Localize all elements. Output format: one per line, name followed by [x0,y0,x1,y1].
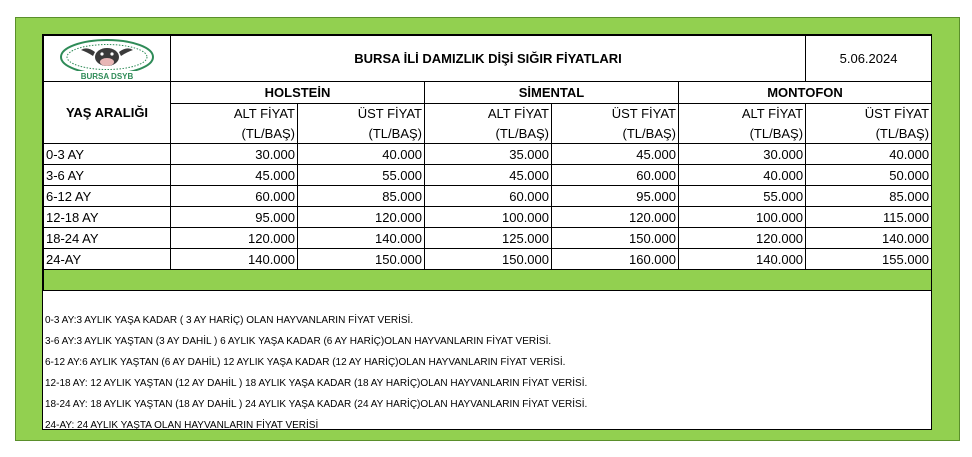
report-date: 5.06.2024 [806,36,932,82]
low-price-cell: 140.000 [171,249,298,270]
high-price-cell: 150.000 [552,228,679,249]
price-table [43,35,932,291]
high-price-cell: 85.000 [806,186,932,207]
age-range-cell: 6-12 AY [44,186,171,207]
note-line: 0-3 AY:3 AYLIK YAŞA KADAR ( 3 AY HARİÇ) OLAN HAYVANLARIN FİYAT VERİSİ. [45,315,414,326]
age-range-cell: 0-3 AY [44,144,171,165]
table-row [44,186,932,207]
high-price-cell: 55.000 [298,165,425,186]
age-range-cell: 18-24 AY [44,228,171,249]
low-price-header: ALT FİYAT [171,104,298,124]
table-row [44,207,932,228]
table-row [44,228,932,249]
low-price-cell: 150.000 [425,249,552,270]
low-price-cell: 100.000 [425,207,552,228]
low-price-cell: 60.000 [171,186,298,207]
high-price-header: ÜST FİYAT [806,104,932,124]
high-price-cell: 120.000 [552,207,679,228]
high-price-cell: 50.000 [806,165,932,186]
low-price-cell: 120.000 [171,228,298,249]
table-row [44,165,932,186]
breed-simental-header: SİMENTAL [425,82,679,104]
low-price-cell: 30.000 [171,144,298,165]
note-line: 24-AY: 24 AYLIK YAŞTA OLAN HAYVANLARIN FİYAT VERİSİ [45,420,319,431]
low-price-header: ALT FİYAT [425,104,552,124]
age-range-cell: 3-6 AY [44,165,171,186]
note-line: 18-24 AY: 18 AYLIK YAŞTAN (18 AY DAHİL ) 24 AYLIK YAŞA KADAR (24 AY HARİÇ)OLAN HAYVANLARIN FİYAT VERİSİ. [45,399,588,410]
low-price-cell: 45.000 [171,165,298,186]
age-range-cell: 12-18 AY [44,207,171,228]
unit-label: (TL/BAŞ) [552,124,679,144]
high-price-header: ÜST FİYAT [552,104,679,124]
high-price-cell: 160.000 [552,249,679,270]
high-price-cell: 115.000 [806,207,932,228]
low-price-cell: 140.000 [679,249,806,270]
low-price-cell: 45.000 [425,165,552,186]
svg-text:BURSA DSYB: BURSA DSYB [80,71,134,80]
note-line: 6-12 AY:6 AYLIK YAŞTAN (6 AY DAHİL) 12 AYLIK YAŞA KADAR (12 AY HARİÇ)OLAN HAYVANLARIN FİYAT VERİSİ. [45,357,566,368]
high-price-cell: 140.000 [806,228,932,249]
low-price-cell: 125.000 [425,228,552,249]
unit-label: (TL/BAŞ) [298,124,425,144]
high-price-cell: 120.000 [298,207,425,228]
high-price-cell: 40.000 [806,144,932,165]
unit-label: (TL/BAŞ) [425,124,552,144]
high-price-cell: 85.000 [298,186,425,207]
low-price-cell: 30.000 [679,144,806,165]
table-row [44,249,932,270]
high-price-cell: 95.000 [552,186,679,207]
unit-label: (TL/BAŞ) [679,124,806,144]
notes-section [43,310,931,436]
low-price-cell: 35.000 [425,144,552,165]
high-price-header: ÜST FİYAT [298,104,425,124]
bursa-dsyb-logo [57,38,157,80]
high-price-cell: 155.000 [806,249,932,270]
low-price-header: ALT FİYAT [679,104,806,124]
low-price-cell: 120.000 [679,228,806,249]
logo-cell [44,36,171,82]
unit-label: (TL/BAŞ) [806,124,932,144]
low-price-cell: 95.000 [171,207,298,228]
breed-montofon-header: MONTOFON [679,82,932,104]
low-price-cell: 100.000 [679,207,806,228]
page-title: BURSA İLİ DAMIZLIK DİŞİ SIĞIR FİYATLARI [171,36,806,82]
price-sheet [42,34,932,430]
high-price-cell: 60.000 [552,165,679,186]
note-line: 3-6 AY:3 AYLIK YAŞTAN (3 AY DAHİL ) 6 AYLIK YAŞA KADAR (6 AY HARİÇ)OLAN HAYVANLARIN FİYAT VERİSİ. [45,336,552,347]
high-price-cell: 40.000 [298,144,425,165]
note-line: 12-18 AY: 12 AYLIK YAŞTAN (12 AY DAHİL ) 18 AYLIK YAŞA KADAR (18 AY HARİÇ)OLAN HAYVANLARIN FİYAT VERİSİ. [45,378,588,389]
breed-holstein-header: HOLSTEİN [171,82,425,104]
high-price-cell: 140.000 [298,228,425,249]
table-row [44,144,932,165]
green-frame [15,17,960,441]
age-range-header: YAŞ ARALIĞI [44,82,171,144]
low-price-cell: 60.000 [425,186,552,207]
low-price-cell: 40.000 [679,165,806,186]
unit-label: (TL/BAŞ) [171,124,298,144]
low-price-cell: 55.000 [679,186,806,207]
green-separator-band [44,270,932,291]
high-price-cell: 45.000 [552,144,679,165]
high-price-cell: 150.000 [298,249,425,270]
age-range-cell: 24-AY [44,249,171,270]
